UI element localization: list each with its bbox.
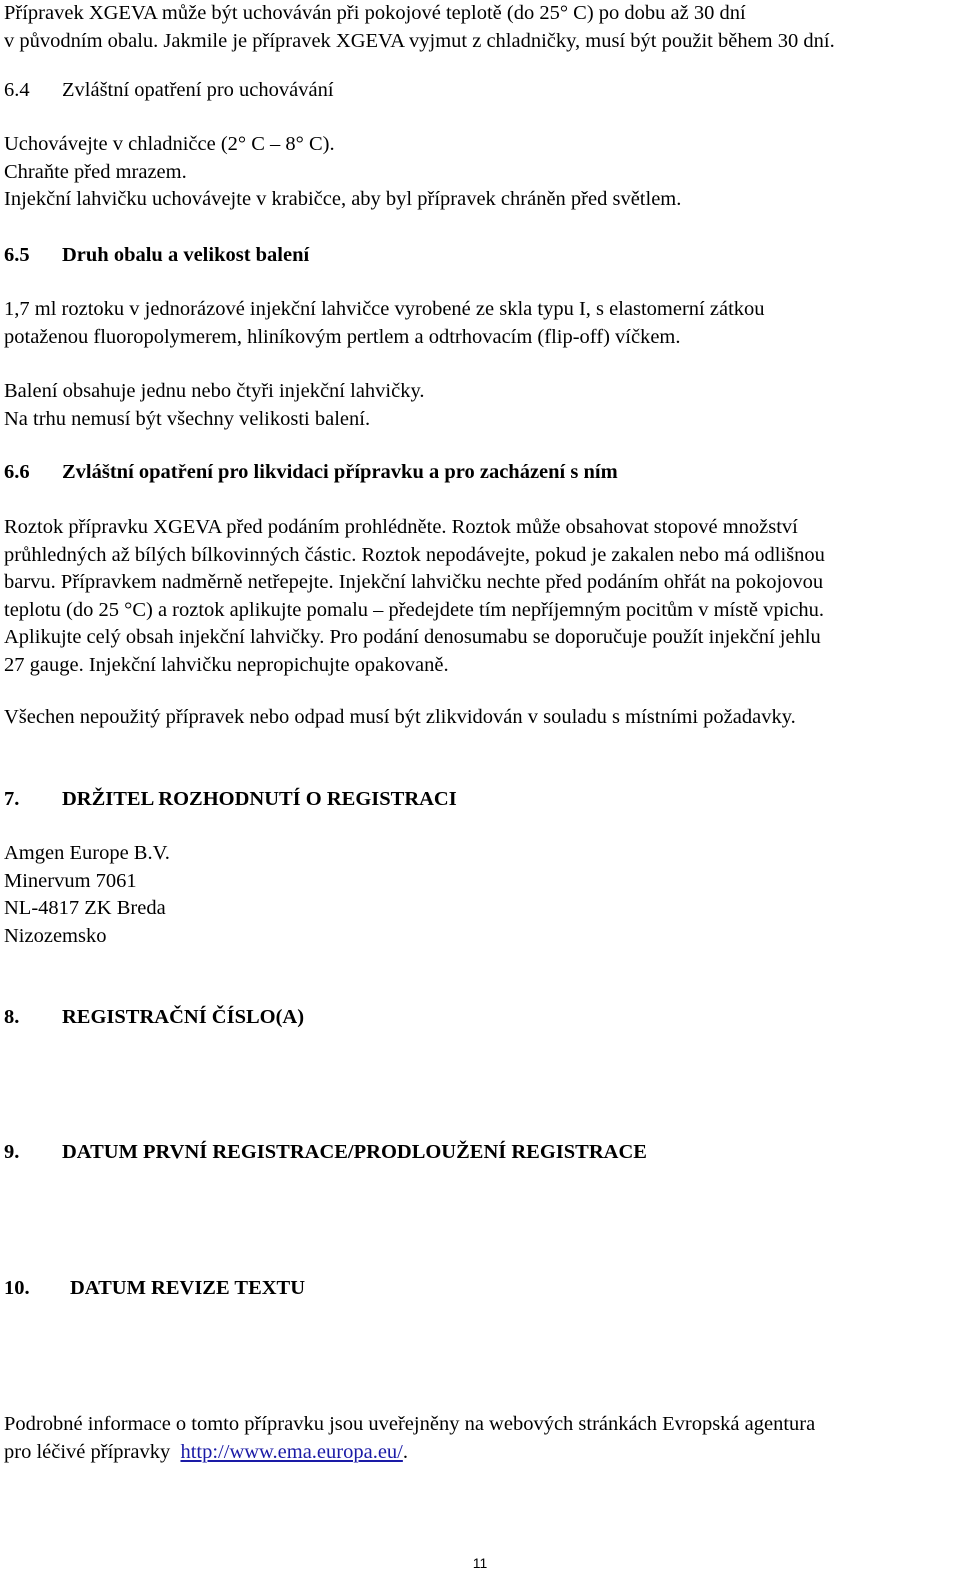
text-line: Všechen nepoužitý přípravek nebo odpad musí být zlikvidován v souladu s místními požadavky. — [4, 706, 796, 728]
section-6-4-body — [4, 131, 952, 214]
address-line: Nizozemsko — [4, 924, 107, 947]
section-6-5-heading — [4, 242, 952, 270]
section-number: 6.6 — [4, 461, 30, 483]
section-title: DATUM REVIZE TEXTU — [70, 1277, 306, 1299]
section-6-6-heading — [4, 459, 952, 487]
section-title: Druh obalu a velikost balení — [62, 244, 310, 266]
section-title: Zvláštní opatření pro uchovávání — [62, 79, 334, 101]
text-line: 27 gauge. Injekční lahvičku nepropichujte opakovaně. — [4, 653, 449, 676]
address-line: Minervum 7061 — [4, 869, 137, 892]
text-line: Aplikujte celý obsah injekční lahvičky. Pro podání denosumabu se doporučuje použít injekční jehlu — [4, 626, 821, 648]
section-10-heading — [4, 1275, 952, 1303]
section-number: 6.5 — [4, 244, 30, 266]
text-line: Uchovávejte v chladničce (2° C – 8° C). — [4, 133, 335, 155]
text-line: Podrobné informace o tomto přípravku jsou uveřejněny na webových stránkách Evropská agentura — [4, 1413, 816, 1435]
section-title: Zvláštní opatření pro likvidaci přípravku a pro zacházení s ním — [62, 461, 618, 483]
text-line: 1,7 ml roztoku v jednorázové injekční lahvičce vyrobené ze skla typu I, s elastomerní zátkou — [4, 298, 765, 320]
section-7-heading — [4, 786, 952, 814]
text-line: Přípravek XGEVA může být uchováván při pokojové teplotě (do 25° C) po dobu až 30 dní — [4, 2, 746, 24]
text-line: Roztok přípravku XGEVA před podáním prohlédněte. Roztok může obsahovat stopové množství — [4, 516, 798, 538]
text-line: barvu. Přípravkem nadměrně netřepejte. Injekční lahvičku nechte před podáním ohřát na pokojovou — [4, 571, 824, 593]
text-line: Balení obsahuje jednu nebo čtyři injekční lahvičky. — [4, 380, 425, 402]
marketing-holder-address — [4, 840, 952, 950]
text-line: průhledných až bílých bílkovinných částic. Roztok nepodávejte, pokud je zakalen nebo má odlišnou — [4, 543, 825, 566]
intro-paragraph — [4, 0, 952, 55]
section-title: REGISTRAČNÍ ČÍSLO(A) — [62, 1006, 305, 1028]
text-line: Na trhu nemusí být všechny velikosti balení. — [4, 407, 371, 430]
text-line: Injekční lahvičku uchovávejte v krabičce, aby byl přípravek chráněn před světlem. — [4, 188, 682, 210]
section-number: 10. — [4, 1277, 30, 1299]
section-number: 9. — [4, 1141, 20, 1163]
section-title: DRŽITEL ROZHODNUTÍ O REGISTRACI — [62, 788, 457, 810]
text-line: potaženou fluoropolymerem, hliníkovým pertlem a odtrhovacím (flip-off) víčkem. — [4, 325, 681, 348]
section-6-5-para-1 — [4, 296, 952, 351]
text-line: v původním obalu. Jakmile je přípravek XGEVA vyjmut z chladničky, musí být použit během 30 dní. — [4, 29, 835, 52]
section-6-6-para-1 — [4, 514, 952, 679]
text-fragment: pro léčivé přípravky — [4, 1440, 171, 1463]
ema-website-link[interactable]: http://www.ema.europa.eu/ — [180, 1440, 403, 1463]
section-6-6-para-2 — [4, 704, 952, 732]
section-number: 7. — [4, 788, 20, 810]
text-line: Chraňte před mrazem. — [4, 160, 187, 183]
section-title: DATUM PRVNÍ REGISTRACE/PRODLOUŽENÍ REGISTRACE — [62, 1141, 647, 1163]
text-line — [4, 1439, 952, 1467]
ema-info-paragraph — [4, 1411, 952, 1466]
section-6-4-heading — [4, 77, 952, 105]
text-line: teplotu (do 25 °C) a roztok aplikujte pomalu – předejdete tím nepříjemným pocitům v místě vpichu. — [4, 598, 825, 621]
section-8-heading — [4, 1004, 952, 1032]
address-line: Amgen Europe B.V. — [4, 842, 170, 864]
address-line: NL-4817 ZK Breda — [4, 897, 166, 919]
section-9-heading — [4, 1139, 952, 1167]
section-6-5-para-2 — [4, 378, 952, 433]
page-number: 11 — [472, 1555, 488, 1571]
text-fragment: . — [402, 1440, 408, 1463]
section-number: 6.4 — [4, 79, 30, 101]
section-number: 8. — [4, 1006, 20, 1028]
